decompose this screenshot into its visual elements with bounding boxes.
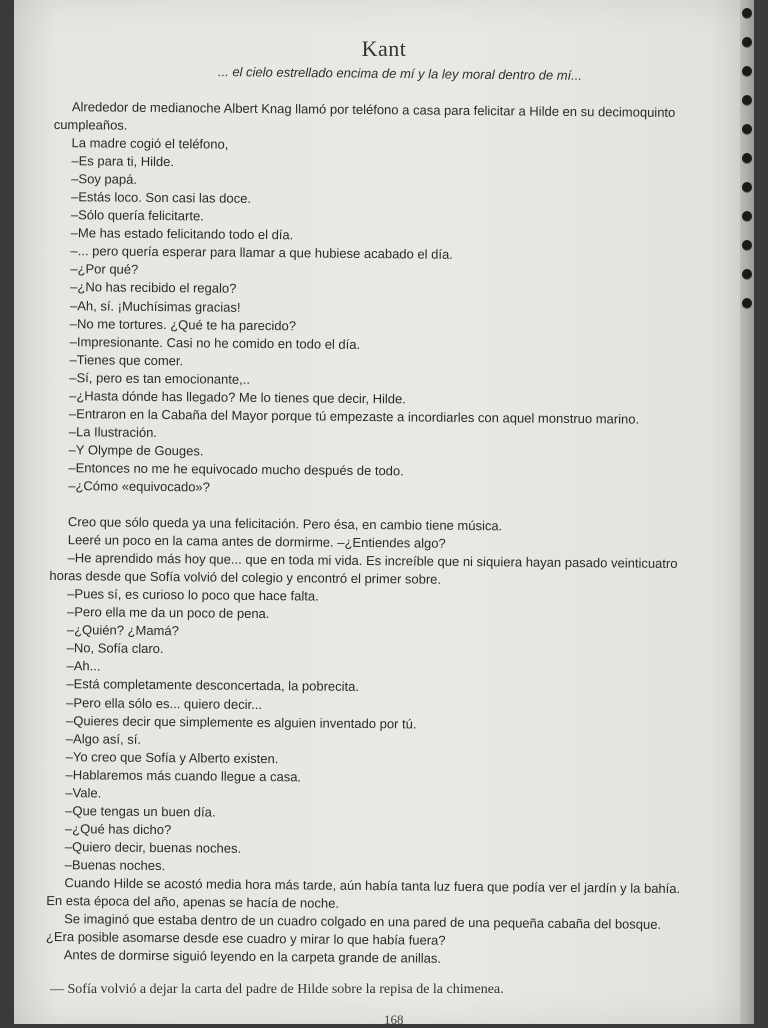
- dialogue-line: –Yo creo que Sofía y Alberto existen.: [65, 748, 279, 766]
- dialogue-line: –No, Sofía claro.: [66, 640, 164, 657]
- dialogue-line: –Buenas noches.: [64, 857, 166, 874]
- dialogue-line: –¿Qué has dicho?: [64, 820, 172, 837]
- dialogue-line: –Tienes que comer.: [69, 351, 184, 368]
- dialogue-line: –Que tengas un buen día.: [65, 802, 216, 820]
- dialogue-line: –Es para ti, Hilde.: [71, 153, 175, 170]
- text-line: cumpleaños.: [53, 117, 128, 133]
- footer-line: — Sofía volvió a dejar la carta del padre de Hilde sobre la repisa de la chimenea.: [50, 982, 504, 997]
- dialogue-line: –Quiero decir, buenas noches.: [64, 839, 242, 856]
- text-line: Creo que sólo queda ya una felicitación. Pero ésa, en cambio tiene música.: [67, 514, 503, 534]
- dialogue-line: –¿Cómo «equivocado»?: [68, 478, 211, 495]
- dialogue-line: –Algo así, sí.: [65, 730, 142, 747]
- body-text: [46, 98, 744, 971]
- dialogue-line: –Estás loco. Son casi las doce.: [70, 189, 252, 207]
- spiral-ring: [742, 153, 752, 163]
- text-line: Antes de dormirse siguió leyendo en la carpeta grande de anillas.: [63, 947, 442, 966]
- text-line: Cuando Hilde se acostó media hora más tarde, aún había tanta luz fuera que podía ver el jardín y la bahía.: [64, 875, 681, 897]
- spiral-ring: [742, 8, 752, 18]
- text-line: horas desde que Sofía volvió del colegio y encontró el primer sobre.: [49, 568, 442, 587]
- dialogue-line: –Entraron en la Cabaña del Mayor porque tú empezaste a incordiarles con aquel monstruo marino.: [68, 405, 640, 427]
- dialogue-line: –... pero quería esperar para llamar a que hubiese acabado el día.: [70, 243, 453, 263]
- dialogue-line: –¿No has recibido el regalo?: [70, 279, 237, 297]
- chapter-title: Kant: [361, 36, 407, 61]
- text-line: ¿Era posible asomarse desde ese cuadro y mirar lo que había fuera?: [45, 929, 446, 948]
- spiral-ring: [742, 211, 752, 221]
- dialogue-line: –La Ilustración.: [68, 424, 158, 440]
- text-line: Leeré un poco en la cama antes de dormirme. –¿Entiendes algo?: [67, 532, 446, 551]
- text-line: Alrededor de medianoche Albert Knag llamó por teléfono a casa para felicitar a Hilde en su decimoquinto: [71, 99, 676, 120]
- dialogue-line: –¿Quién? ¿Mamá?: [66, 622, 179, 639]
- dialogue-line: –Pero ella sólo es... quiero decir...: [66, 694, 263, 712]
- text-line: En esta época del año, apenas se hacía de noche.: [46, 892, 340, 911]
- spiral-ring: [742, 95, 752, 105]
- dialogue-line: –Soy papá.: [71, 171, 138, 187]
- dialogue-line: –He aprendido más hoy que... que en toda mi vida. Es increíble que ni siquiera hayan pasado veinticuatro: [67, 550, 678, 572]
- spiral-ring: [742, 269, 752, 279]
- chapter-epigraph: ... el cielo estrellado encima de mí y la ley moral dentro de mí...: [217, 64, 583, 83]
- dialogue-line: –Ah...: [66, 658, 101, 674]
- spiral-ring: [742, 298, 752, 308]
- dialogue-line: –Ah, sí. ¡Muchísimas gracias!: [69, 297, 241, 315]
- spiral-ring: [742, 182, 752, 192]
- text-line: Se imaginó que estaba dentro de un cuadro colgado en una pared de una pequeña cabaña del bosque.: [64, 911, 662, 932]
- text-line: La madre cogió el teléfono,: [71, 135, 229, 152]
- dialogue-line: –Entonces no me he equivocado mucho después de todo.: [68, 460, 404, 479]
- dialogue-line: –¿Por qué?: [70, 261, 139, 278]
- dialogue-line: –Quieres decir que simplemente es alguien inventado por tú.: [65, 712, 417, 732]
- dialogue-line: –Sí, pero es tan emocionante,..: [69, 369, 251, 387]
- dialogue-line: –¿Hasta dónde has llegado? Me lo tienes que decir, Hilde.: [69, 387, 406, 407]
- dialogue-line: –No me tortures. ¿Qué te ha parecido?: [69, 315, 297, 333]
- spiral-ring: [742, 240, 752, 250]
- dialogue-line: –Hablaremos más cuando llegue a casa.: [65, 766, 302, 785]
- dialogue-line: –Pero ella me da un poco de pena.: [66, 604, 270, 622]
- dialogue-line: –Impresionante. Casi no he comido en todo el día.: [69, 333, 361, 352]
- dialogue-line: –Vale.: [65, 784, 102, 801]
- dialogue-line: –Está completamente desconcertada, la pobrecita.: [66, 676, 360, 695]
- dialogue-line: –Me has estado felicitando todo el día.: [70, 225, 294, 243]
- dialogue-line: –Y Olympe de Gouges.: [68, 442, 204, 459]
- dialogue-line: –Pues sí, es curioso lo poco que hace falta.: [67, 586, 319, 604]
- dialogue-line: –Sólo quería felicitarte.: [70, 207, 204, 224]
- page-number: 168: [384, 1012, 404, 1027]
